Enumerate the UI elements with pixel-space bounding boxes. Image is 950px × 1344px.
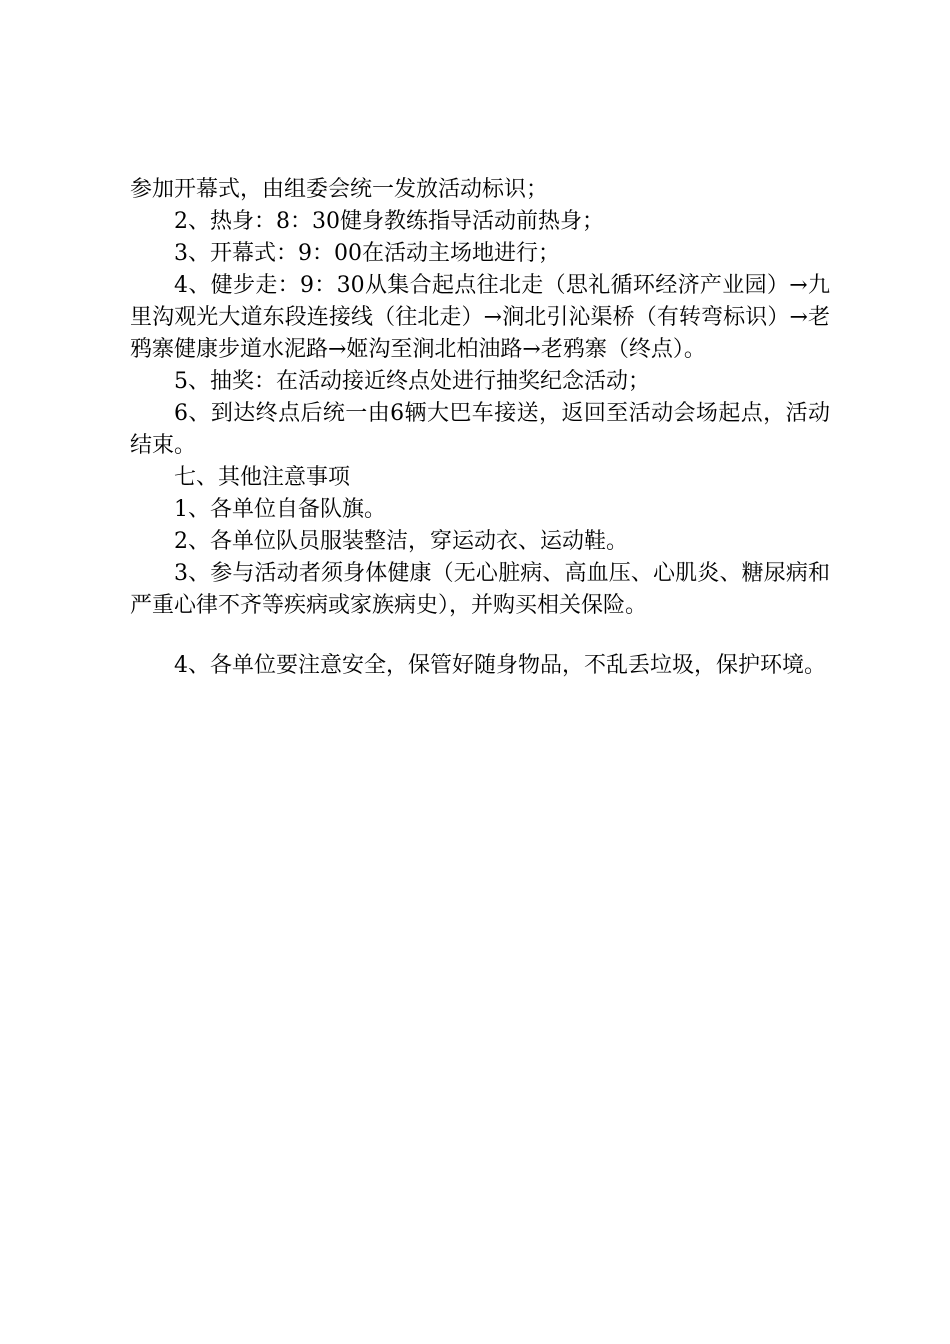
paragraph-walk-route: 4、健步走：9：30从集合起点往北走（思礼循环经济产业园）→九里沟观光大道东段连接线（往北走）→涧北引沁渠桥（有转弯标识）→老鸦寨健康步道水泥路→姬沟至涧北柏油路→老鸦寨（终点）。 <box>130 273 830 362</box>
section-heading-notes: 七、其他注意事项 <box>174 465 351 490</box>
paragraph-safety: 4、各单位要注意安全，保管好随身物品，不乱丢垃圾，保护环境。 <box>174 653 826 678</box>
paragraph-health-insurance: 3、参与活动者须身体健康（无心脏病、高血压、心肌炎、糖尿病和严重心律不齐等疾病或家族病史），并购买相关保险。 <box>130 561 830 618</box>
paragraph-warmup: 2、热身：8：30健身教练指导活动前热身； <box>174 209 604 234</box>
paragraph-team-flag: 1、各单位自备队旗。 <box>174 497 386 522</box>
document-body <box>130 174 830 682</box>
paragraph-opening-continuation: 参加开幕式，由组委会统一发放活动标识； <box>130 177 549 202</box>
paragraph-opening-ceremony: 3、开幕式：9：00在活动主场地进行； <box>174 241 560 266</box>
paragraph-team-attire: 2、各单位队员服装整洁，穿运动衣、运动鞋。 <box>174 529 628 554</box>
paragraph-lottery: 5、抽奖：在活动接近终点处进行抽奖纪念活动； <box>174 369 650 394</box>
paragraph-return: 6、到达终点后统一由6辆大巴车接送，返回至活动会场起点，活动结束。 <box>130 401 830 458</box>
